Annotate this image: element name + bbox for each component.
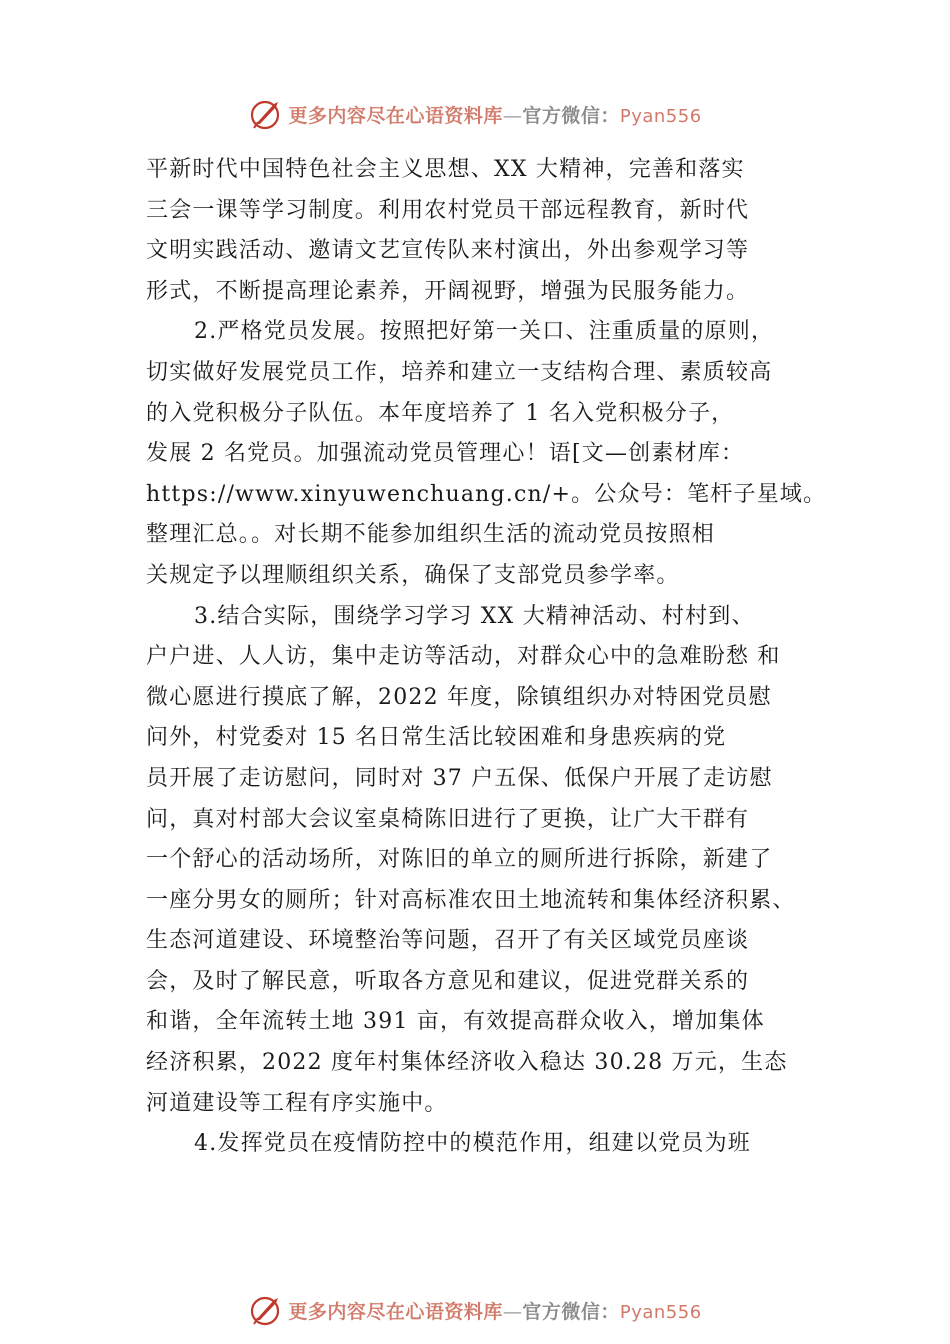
text-line: 整理汇总。。对长期不能参加组织生活的流动党员按照相: [146, 522, 716, 548]
text-line: 三会一课等学习制度。利用农村党员干部远程教育，新时代: [146, 197, 750, 223]
footer-watermark: [0, 1290, 950, 1330]
text-line: 河道建设等工程有序实施中。: [146, 1090, 448, 1116]
watermark-wechat-id: Pyan556: [619, 105, 702, 127]
quill-pen-icon: [248, 1292, 284, 1328]
text-line: 关规定予以理顺组织关系，确保了支部党员参学率。: [146, 562, 680, 588]
header-watermark: [0, 94, 950, 134]
watermark-title: 更多内容尽在心语资料库: [288, 104, 503, 127]
text-line: 会，及时了解民意，听取各方意见和建议，促进党群关系的: [146, 968, 750, 994]
text-line: 文明实践活动、邀请文艺宣传队来村演出，外出参观学习等: [146, 238, 750, 264]
paragraph-4-start: 4.发挥党员在疫情防控中的模范作用，组建以党员为班: [194, 1131, 751, 1157]
watermark-wechat-label: 官方微信：: [522, 104, 620, 127]
text-line: 一座分男女的厕所；针对高标准农田土地流转和集体经济积累、: [146, 887, 796, 913]
paragraph-2-start: 2.严格党员发展。按照把好第一关口、注重质量的原则，: [194, 319, 775, 345]
text-line: 户户进、人人访，集中走访等活动，对群众心中的急难盼愁 和: [146, 644, 781, 670]
text-line: 员开展了走访慰问，同时对 37 户五保、低保户开展了走访慰: [146, 765, 773, 791]
watermark-title: 更多内容尽在心语资料库: [288, 1300, 503, 1323]
text-line: 微心愿进行摸底了解，2022 年度，除镇组织办对特困党员慰: [146, 684, 772, 710]
text-line: 问外，村党委对 15 名日常生活比较困难和身患疾病的党: [146, 725, 727, 751]
text-line: 形式，不断提高理论素养，开阔视野，增强为民服务能力。: [146, 278, 750, 304]
watermark-text: [288, 1297, 701, 1324]
watermark-wechat-id: Pyan556: [619, 1301, 702, 1323]
text-line: 平新时代中国特色社会主义思想、XX 大精神，完善和落实: [146, 157, 745, 182]
text-line: 发展 2 名党员。加强流动党员管理心！语[文—创素材库：: [146, 441, 745, 467]
text-line: 问，真对村部大会议室桌椅陈旧进行了更换，让广大干群有: [146, 806, 750, 832]
watermark-wechat-label: 官方微信：: [522, 1300, 620, 1323]
paragraph-3-start: 3.结合实际，围绕学习学习 XX 大精神活动、村村到、: [194, 603, 755, 629]
quill-pen-icon: [248, 96, 284, 132]
watermark-separator: —: [502, 1300, 523, 1323]
text-line: https://www.xinyuwenchuang.cn/+。公众号：笔杆子星域。: [146, 481, 827, 507]
text-line: 和谐，全年流转土地 391 亩，有效提高群众收入，增加集体: [146, 1009, 765, 1035]
text-line: 经济积累，2022 度年村集体经济收入稳达 30.28 万元，生态: [146, 1050, 788, 1076]
text-line: 切实做好发展党员工作，培养和建立一支结构合理、素质较高: [146, 359, 773, 385]
text-line: 生态河道建设、环境整治等问题，召开了有关区域党员座谈: [146, 928, 750, 954]
watermark-separator: —: [502, 104, 523, 127]
watermark-text: [288, 101, 701, 128]
text-line: 的入党积极分子队伍。本年度培养了 1 名入党积极分子，: [146, 400, 735, 426]
text-line: 一个舒心的活动场所，对陈旧的单立的厕所进行拆除，新建了: [146, 847, 773, 873]
document-body: [146, 150, 826, 1165]
